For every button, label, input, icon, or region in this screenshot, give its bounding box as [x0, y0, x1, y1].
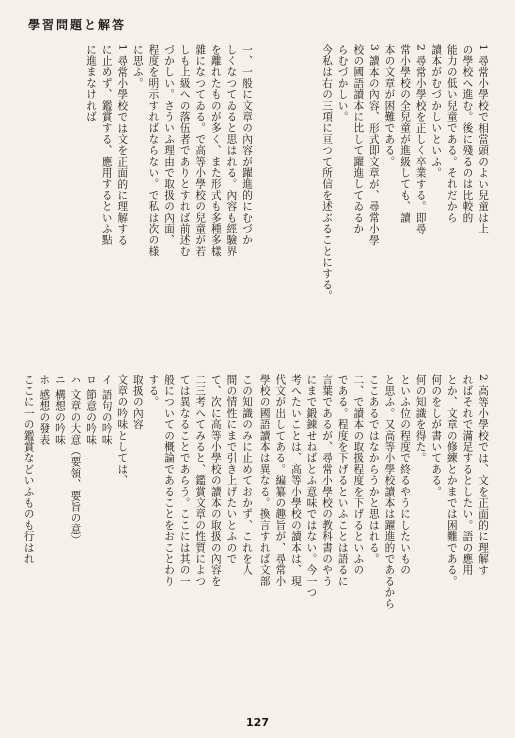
- running-header: 學習問題と解答: [28, 18, 127, 32]
- text-block-top-left: 一、一般に文章の內容が躍進的にむづか しくなつてゐると思はれる。內容も經驗界 を離れたものが多く、また形式も多種多樣 雜になつてゐる。で高等小學校の兒童が若 しも上級への落伍者でありとすれば前述む づかしい。さういふ理由で取扱の內面、 程度を明示すればならない。で私は次の様 に思ふ。 1 尋常小學校では文を正面的に理解する に止めず、鑑賞する、應用するといふ點 に進まなければ: [85, 44, 253, 257]
- text-block-bottom-right: 2 高等小學校では、文を正面的に理解す ればそれで滿足するとしたい。語の應用 とか、文章の修練とかまでは困難である。 何のをしが書いてある。 何の知識を得た。 といふ位の程度で終るやうにしたいもの と思ふ。又高等小學校讀本は躍進的であるから ここあるではなからうかと思はれる。 二、で讀本の取扱程度を下げるといふの である。程度を下げるといふことは語るに 言葉であるが、尋常小學校の教科書のやう にまで鍛錬せねばとふ意味ではない。今一つ 考へたいことは、高等小學校の讀本は、現 代文が出してある。編纂の趣旨が、尋常小 學校の國語讀本は異なる。換言すれば文部: [258, 374, 489, 610]
- text-block-bottom-left: この知識のみに止めておかず、これを人 間の情性にまで引き上げたいとふので て、次に高等小學校の讀本の取扱の內容を 二三考へてみると、鑑賞文章の性質によつ ては異なることであらう。ここには其の一 般についての概論であることをおことわり する。 取扱の內容 文章の吟味としては、 イ 語句の吟味 ロ 節意の吟味 ハ 文章の大意（要領、要旨の意） ニ 構想の吟味 ホ 感想の發表 ここに一の鑑賞などいふものも行はれ: [22, 374, 253, 587]
- page-number: 127: [246, 716, 269, 729]
- text-block-top-right: 1 尋常小學校で相當頭のよい兒童は上 の學校へ進む。後に殘るのは比較的 能力の低い兒童である。それだから 讀本がむづかしいといふ。 2 尋常小學校を正しく卒業する。即尋 常小學校の全兒童が進級しても、讀 本の文章が困難である。 3 讀本の內容、形式即文章が、尋常小學 校の國語讀本に比して躍進してゐるか らむづかしい。 今私は右の三項に亘つて所信を述ぶることにする。: [321, 44, 489, 302]
